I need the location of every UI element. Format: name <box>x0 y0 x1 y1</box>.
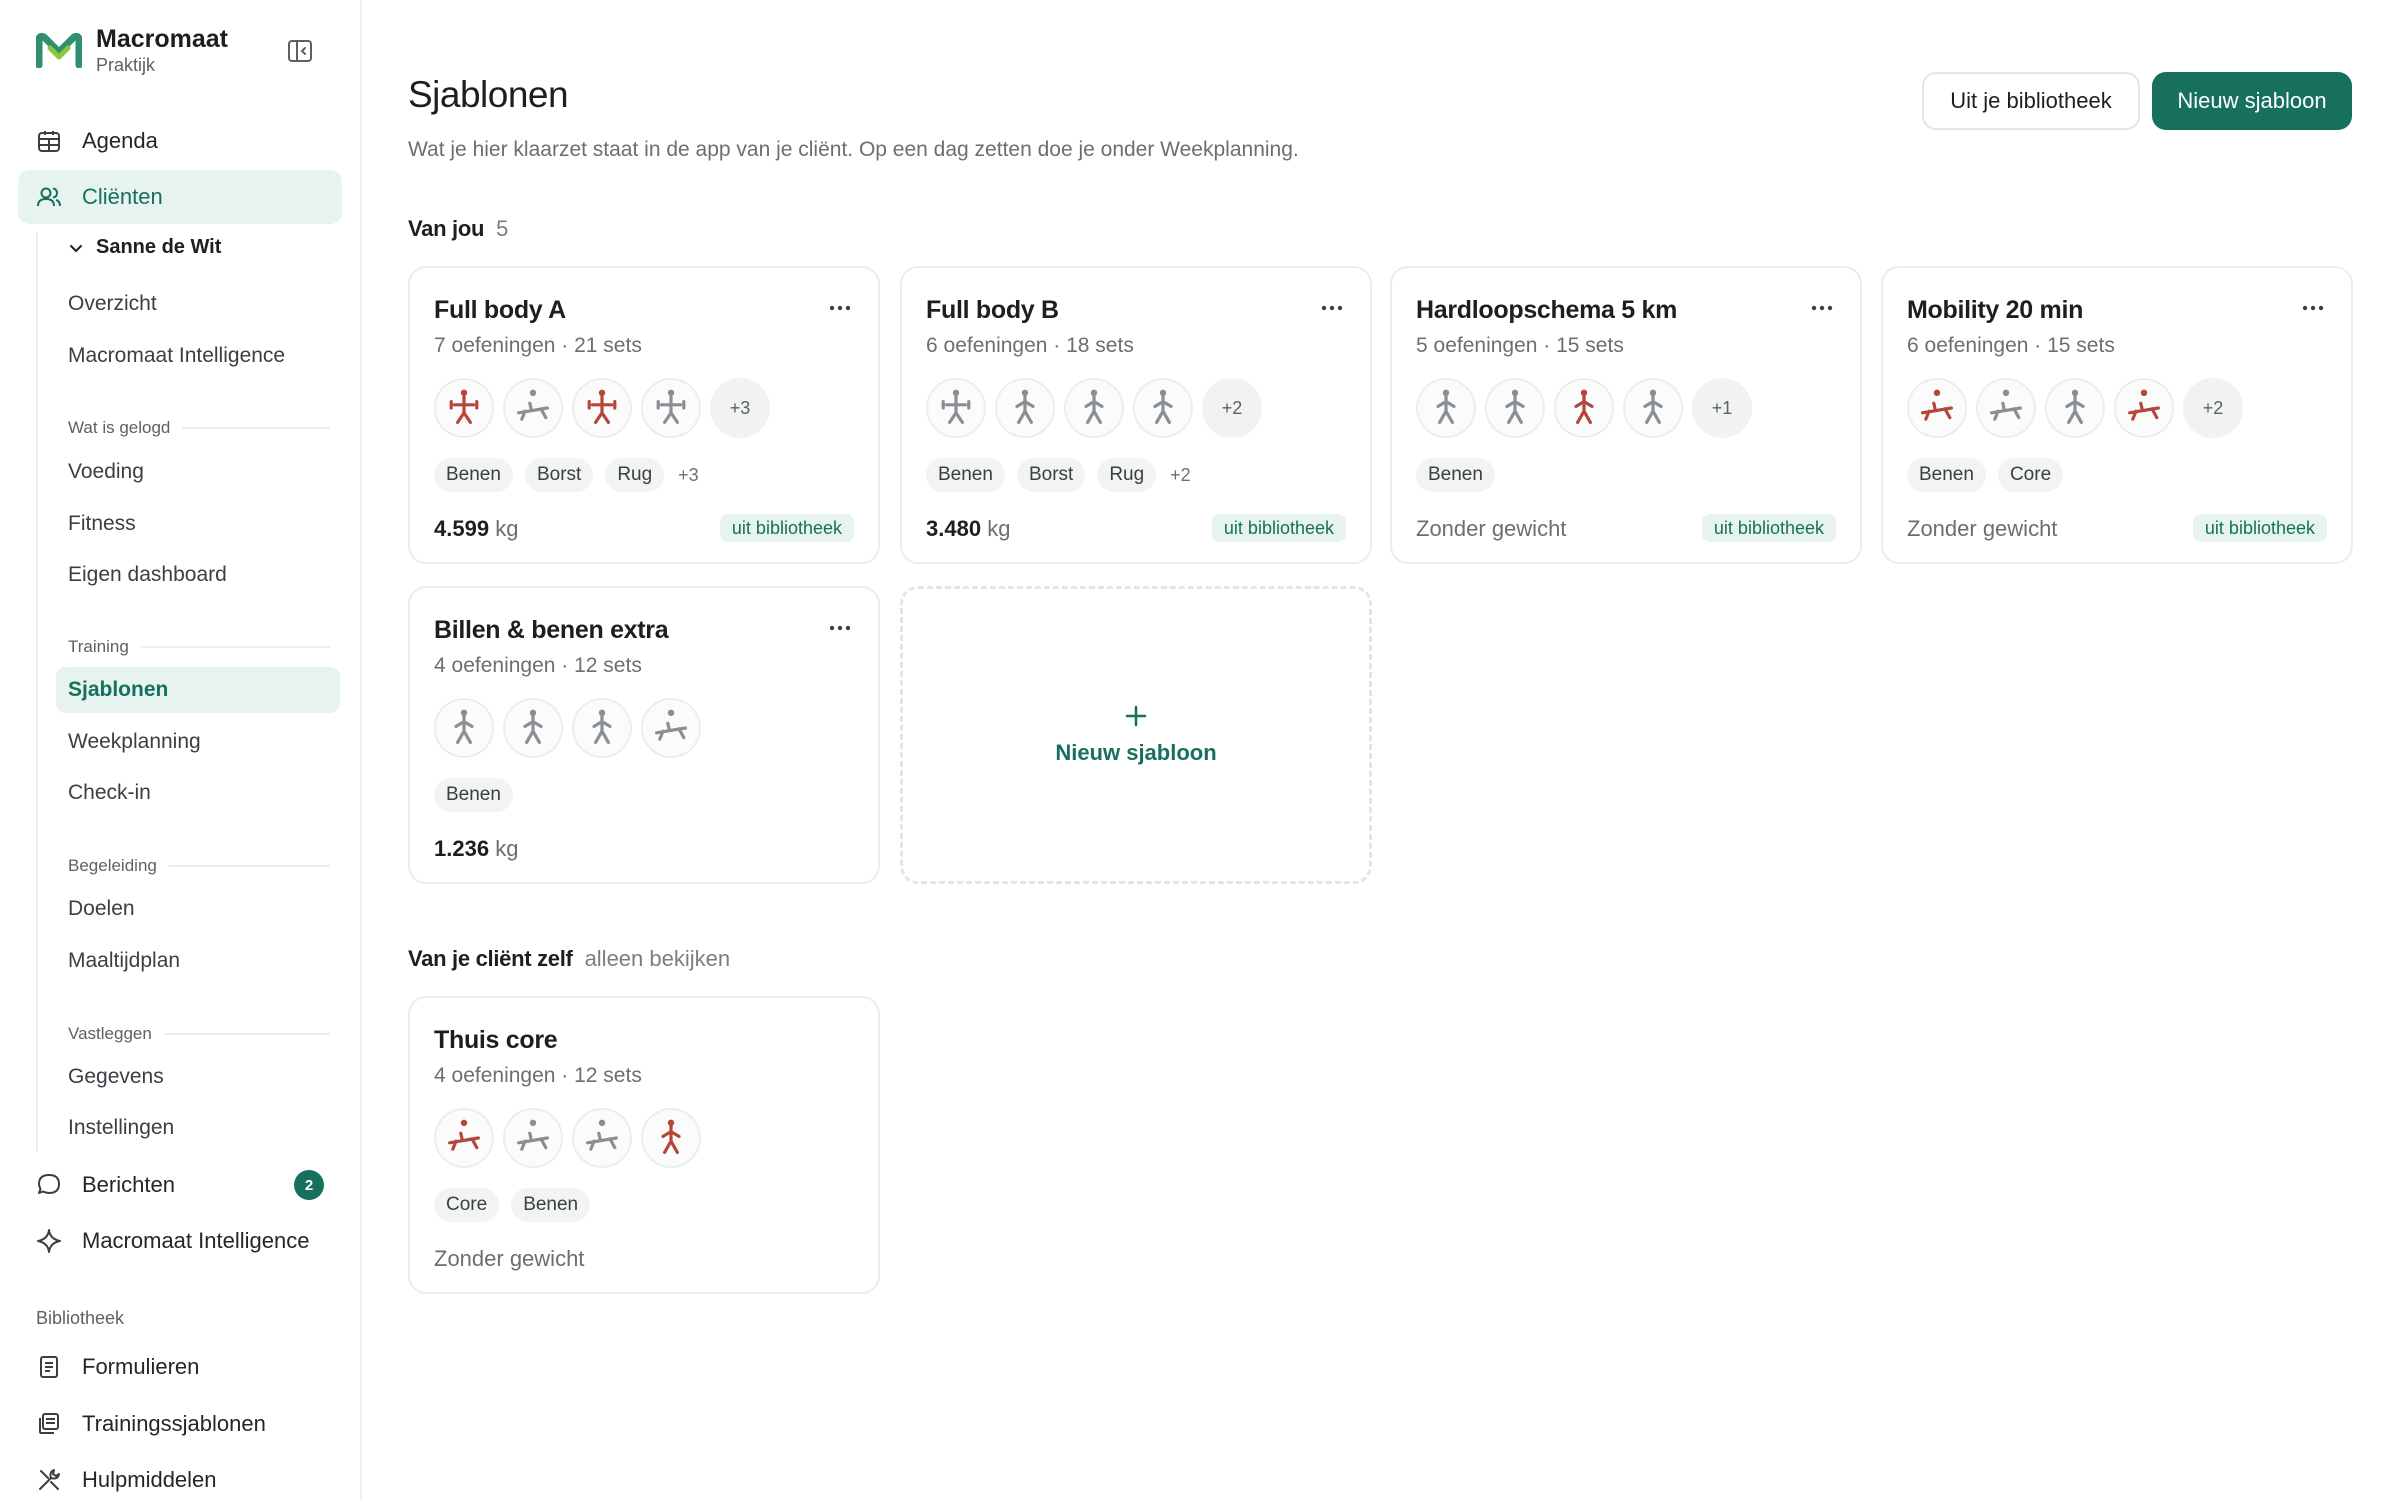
exercise-thumbnail <box>434 698 494 758</box>
nav-clients[interactable] <box>18 170 342 224</box>
template-card[interactable] <box>1390 266 1862 564</box>
sidebar-collapse-icon[interactable] <box>286 38 314 64</box>
brand[interactable] <box>36 24 228 76</box>
exercise-thumbnail <box>1133 378 1193 438</box>
sparkle-icon <box>36 1228 62 1254</box>
section-yours-count: 5 <box>496 216 509 241</box>
more-options-icon[interactable] <box>2301 304 2325 312</box>
exercise-thumbnail <box>926 378 986 438</box>
from-library-button[interactable]: Uit je bibliotheek <box>1922 72 2140 130</box>
card-meta: 7 oefeningen · 21 sets <box>434 334 642 357</box>
exercise-thumbnail <box>434 378 494 438</box>
total-weight-value: 1.236 <box>434 836 490 861</box>
exercise-thumbnail <box>572 698 632 758</box>
card-title: Hardloopschema 5 km <box>1416 296 1678 324</box>
total-weight-unit: kg <box>495 516 519 541</box>
macromaat-logo-icon <box>36 32 82 68</box>
total-weight <box>926 516 1010 542</box>
exercise-thumbnails <box>434 698 710 758</box>
more-exercises-count: +2 <box>2183 378 2243 438</box>
card-title: Mobility 20 min <box>1907 296 2084 324</box>
subnav-weekplanning[interactable]: Weekplanning <box>68 730 201 753</box>
app-subtitle: Praktijk <box>96 55 156 75</box>
group-record-text: Vastleggen <box>68 1024 152 1043</box>
muscle-tags <box>434 1188 602 1222</box>
muscle-tag: Core <box>1998 458 2063 492</box>
group-training-text: Training <box>68 637 129 656</box>
exercise-thumbnails <box>926 378 1271 438</box>
muscle-tag: Benen <box>1416 458 1495 492</box>
nav-trainingssjablonen[interactable] <box>18 1397 342 1451</box>
muscle-tag: Benen <box>434 778 513 812</box>
page-subtitle: Wat je hier klaarzet staat in de app van je cliënt. Op een dag zetten doe je onder Weekplanning. <box>408 138 1299 161</box>
card-title: Full body A <box>434 296 566 324</box>
users-icon <box>36 184 62 210</box>
chat-bubble-icon <box>36 1172 62 1198</box>
app-name: Macromaat <box>96 25 228 53</box>
client-name: Sanne de Wit <box>96 236 222 258</box>
subnav-intelligence[interactable]: Macromaat Intelligence <box>68 344 286 367</box>
exercise-thumbnails <box>434 378 779 438</box>
exercise-thumbnail <box>1064 378 1124 438</box>
nav-messages-label: Berichten <box>82 1172 175 1197</box>
from-library-badge: uit bibliotheek <box>1212 514 1346 542</box>
more-exercises-count: +1 <box>1692 378 1752 438</box>
messages-badge: 2 <box>294 1170 324 1200</box>
muscle-tags <box>926 458 1191 492</box>
total-weight-unit: kg <box>495 836 519 861</box>
from-library-badge: uit bibliotheek <box>2193 514 2327 542</box>
more-options-icon[interactable] <box>1810 304 1834 312</box>
card-title: Thuis core <box>434 1026 558 1054</box>
exercise-thumbnail <box>641 1108 701 1168</box>
group-label-record <box>68 1024 330 1044</box>
nav-formulieren-label: Formulieren <box>82 1354 200 1379</box>
no-weight-label: Zonder gewicht <box>434 1246 585 1271</box>
exercise-thumbnails <box>1416 378 1761 438</box>
muscle-tag: Rug <box>1097 458 1156 492</box>
subnav-sjablonen[interactable]: Sjablonen <box>56 667 340 713</box>
subnav-overzicht[interactable]: Overzicht <box>68 292 157 315</box>
section-client-title: Van je cliënt zelf <box>408 946 573 971</box>
exercise-thumbnail <box>2114 378 2174 438</box>
template-card[interactable] <box>408 996 880 1294</box>
nav-hulpmiddelen[interactable] <box>18 1453 342 1500</box>
subnav-fitness[interactable]: Fitness <box>68 512 136 535</box>
group-label-training <box>68 637 330 657</box>
muscle-tag: Benen <box>434 458 513 492</box>
template-card[interactable] <box>408 586 880 884</box>
total-weight-value: 4.599 <box>434 516 490 541</box>
muscle-tag: Borst <box>525 458 593 492</box>
more-options-icon[interactable] <box>828 624 852 632</box>
nav-hulpmiddelen-label: Hulpmiddelen <box>82 1467 217 1492</box>
new-template-button[interactable]: Nieuw sjabloon <box>2152 72 2352 130</box>
more-options-icon[interactable] <box>1320 304 1344 312</box>
new-template-card-label: Nieuw sjabloon <box>1055 740 1217 765</box>
card-meta: 4 oefeningen · 12 sets <box>434 654 642 677</box>
muscle-tag: Benen <box>926 458 1005 492</box>
subnav-maaltijdplan[interactable]: Maaltijdplan <box>68 949 181 972</box>
total-weight <box>434 836 518 862</box>
nav-formulieren[interactable] <box>18 1340 342 1394</box>
group-label-logged <box>68 418 330 438</box>
no-weight-label: Zonder gewicht <box>1907 516 2058 541</box>
section-client-note: alleen bekijken <box>584 946 731 971</box>
stack-icon <box>36 1411 62 1437</box>
library-label: Bibliotheek <box>36 1308 125 1328</box>
exercise-thumbnail <box>503 1108 563 1168</box>
nav-intelligence-label: Macromaat Intelligence <box>82 1228 310 1253</box>
nav-agenda[interactable] <box>18 114 342 168</box>
plus-icon <box>1124 704 1148 728</box>
total-weight-unit: kg <box>987 516 1011 541</box>
more-exercises-count: +3 <box>710 378 770 438</box>
sidebar <box>0 0 362 1500</box>
section-yours-header <box>408 216 508 242</box>
new-template-card[interactable] <box>900 586 1372 884</box>
muscle-tags <box>1907 458 2075 492</box>
exercise-thumbnail <box>434 1108 494 1168</box>
group-label-guidance <box>68 856 330 876</box>
card-meta: 6 oefeningen · 18 sets <box>926 334 1134 357</box>
exercise-thumbnail <box>572 378 632 438</box>
card-meta: 4 oefeningen · 12 sets <box>434 1064 642 1087</box>
group-logged-text: Wat is gelogd <box>68 418 171 437</box>
client-toggle[interactable] <box>68 236 221 259</box>
muscle-tag: Borst <box>1017 458 1085 492</box>
exercise-thumbnail <box>1907 378 1967 438</box>
template-card[interactable] <box>900 266 1372 564</box>
nav-clients-label: Cliënten <box>82 184 163 209</box>
exercise-thumbnail <box>1623 378 1683 438</box>
total-weight-value: 3.480 <box>926 516 982 541</box>
exercise-thumbnails <box>1907 378 2252 438</box>
muscle-tags <box>1416 458 1507 492</box>
section-client-header <box>408 946 730 972</box>
muscle-tag: Benen <box>1907 458 1986 492</box>
exercise-thumbnail <box>995 378 1055 438</box>
subnav-instellingen[interactable]: Instellingen <box>68 1116 175 1139</box>
chevron-down-icon <box>68 240 84 256</box>
subnav-check-in[interactable]: Check-in <box>68 781 151 804</box>
from-library-badge: uit bibliotheek <box>1702 514 1836 542</box>
card-meta: 5 oefeningen · 15 sets <box>1416 334 1624 357</box>
muscle-tags <box>434 458 699 492</box>
group-guidance-text: Begeleiding <box>68 856 157 875</box>
total-weight <box>434 516 518 542</box>
card-title: Billen & benen extra <box>434 616 669 644</box>
exercise-thumbnail <box>641 698 701 758</box>
exercise-thumbnail <box>1416 378 1476 438</box>
exercise-thumbnail <box>641 378 701 438</box>
exercise-thumbnail <box>572 1108 632 1168</box>
exercise-thumbnail <box>1976 378 2036 438</box>
exercise-thumbnail <box>1554 378 1614 438</box>
no-weight-label: Zonder gewicht <box>1416 516 1567 541</box>
exercise-thumbnails <box>434 1108 710 1168</box>
more-tags-count: +2 <box>1170 464 1191 485</box>
more-options-icon[interactable] <box>828 304 852 312</box>
muscle-tag: Benen <box>511 1188 590 1222</box>
card-meta: 6 oefeningen · 15 sets <box>1907 334 2115 357</box>
exercise-thumbnail <box>1485 378 1545 438</box>
exercise-thumbnail <box>503 698 563 758</box>
exercise-thumbnail <box>503 378 563 438</box>
form-icon <box>36 1354 62 1380</box>
section-yours-title: Van jou <box>408 216 485 241</box>
page-title: Sjablonen <box>408 74 569 115</box>
subnav-doelen[interactable]: Doelen <box>68 897 135 920</box>
exercise-thumbnail <box>2045 378 2105 438</box>
nav-agenda-label: Agenda <box>82 128 158 153</box>
nav-intelligence[interactable] <box>18 1214 342 1268</box>
muscle-tags <box>434 778 525 812</box>
template-card[interactable] <box>1881 266 2353 564</box>
calendar-icon <box>36 128 62 154</box>
card-title: Full body B <box>926 296 1059 324</box>
nav-messages[interactable] <box>18 1158 342 1212</box>
subnav-voeding[interactable]: Voeding <box>68 460 144 483</box>
more-tags-count: +3 <box>678 464 699 485</box>
subnav-gegevens[interactable]: Gegevens <box>68 1065 164 1088</box>
template-card[interactable] <box>408 266 880 564</box>
nav-trainingssjablonen-label: Trainingssjablonen <box>82 1411 266 1436</box>
muscle-tag: Rug <box>605 458 664 492</box>
muscle-tag: Core <box>434 1188 499 1222</box>
subnav-eigen-dashboard[interactable]: Eigen dashboard <box>68 563 227 586</box>
more-exercises-count: +2 <box>1202 378 1262 438</box>
tools-icon <box>36 1467 62 1493</box>
from-library-badge: uit bibliotheek <box>720 514 854 542</box>
